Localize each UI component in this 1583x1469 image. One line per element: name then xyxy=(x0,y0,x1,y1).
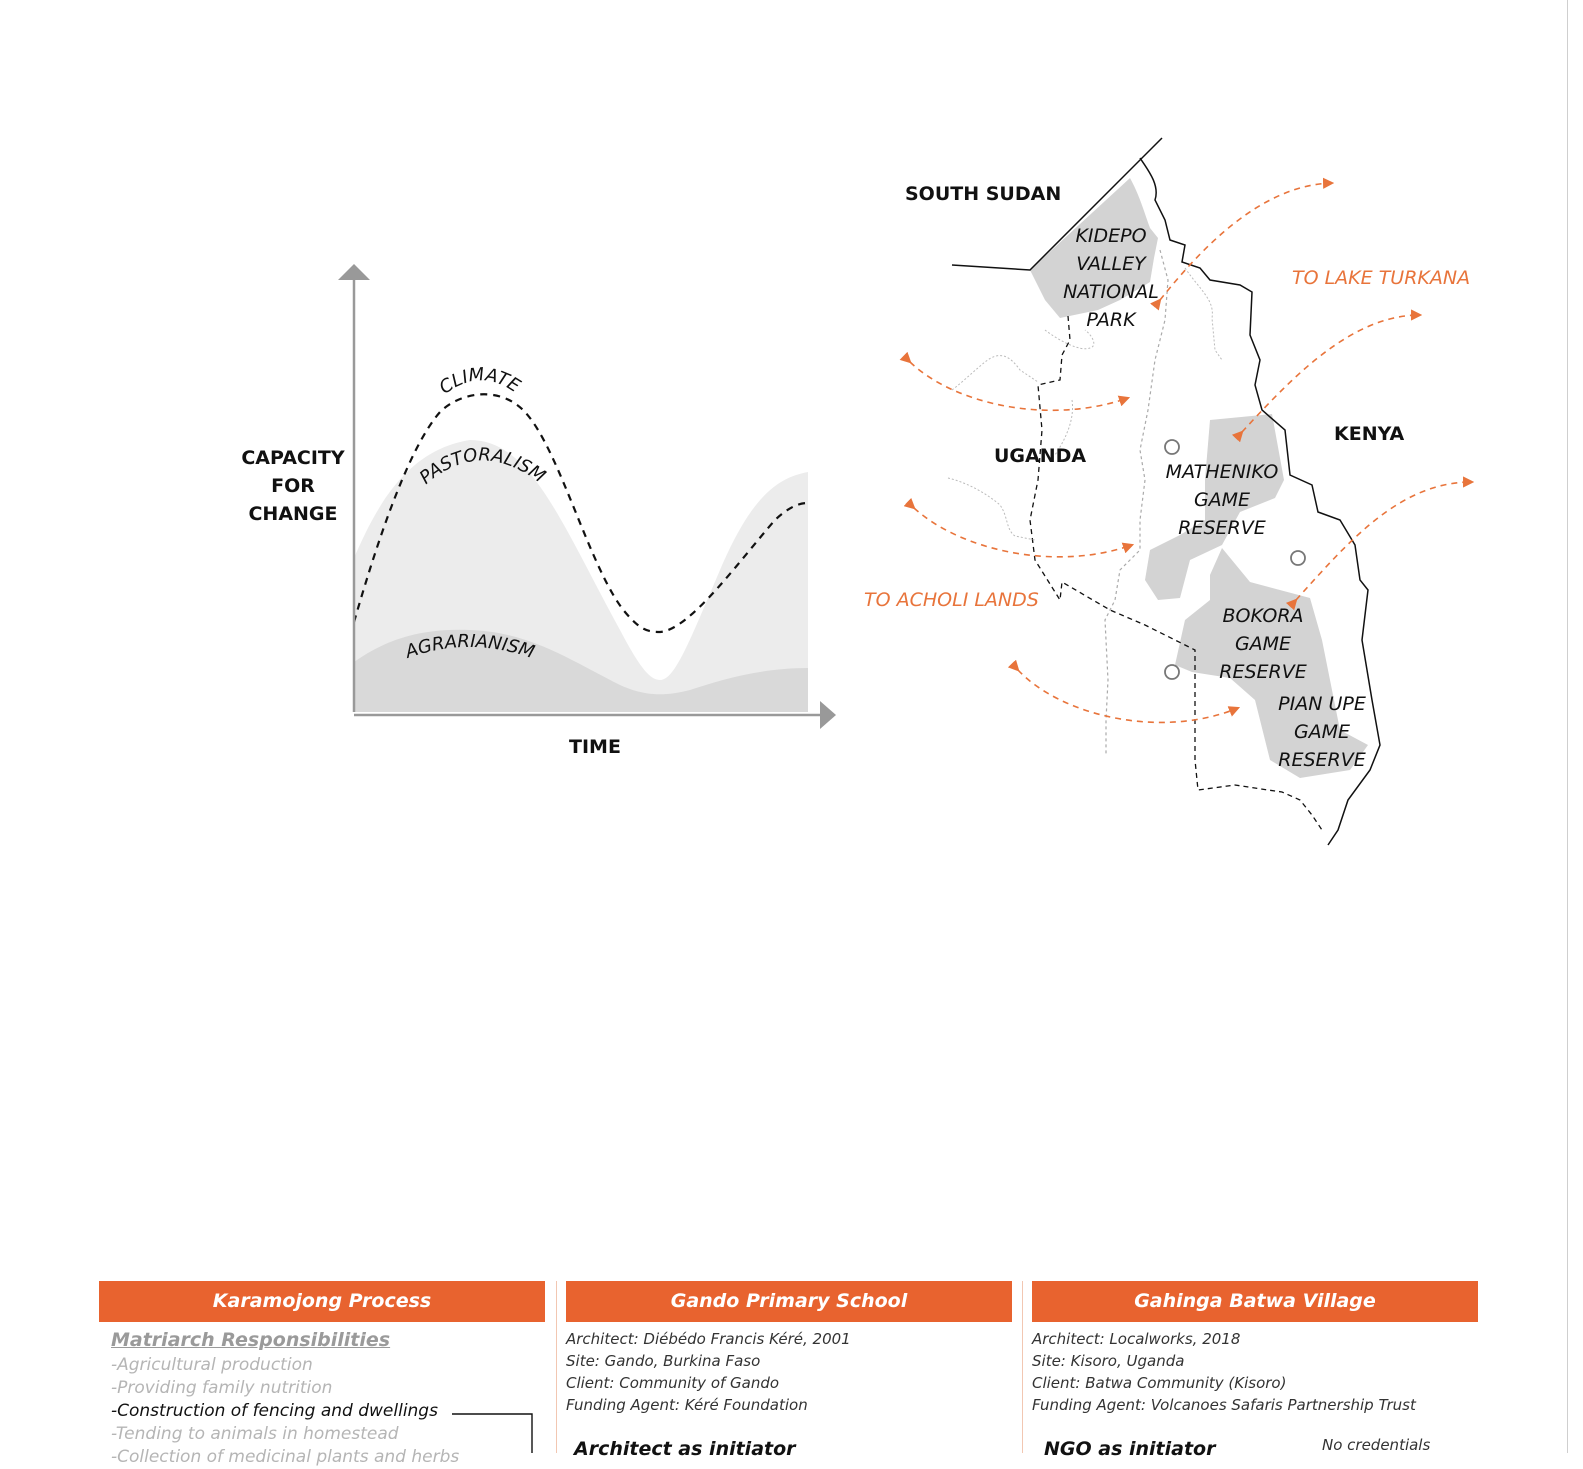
gando-funding-agent: Funding Agent: Kéré Foundation xyxy=(566,1396,808,1414)
column-divider-1 xyxy=(556,1281,557,1453)
x-axis-arrow xyxy=(820,701,836,729)
responsibility-item-active: -Construction of fencing and dwellings xyxy=(111,1401,438,1421)
responsibility-item: -Tending to animals in homestead xyxy=(111,1424,399,1444)
climate-label-text: CLIMATE xyxy=(435,364,524,399)
migration-arrow-ne-3 xyxy=(1296,482,1472,600)
country-label-kenya: KENYA xyxy=(1334,423,1405,445)
y-axis-arrow xyxy=(338,264,370,280)
bokora-label-line3: RESERVE xyxy=(1219,661,1307,683)
pian-upe-label-line3: RESERVE xyxy=(1278,749,1366,771)
gahinga-client: Client: Batwa Community (Kisoro) xyxy=(1032,1374,1287,1392)
responsibility-item: -Agricultural production xyxy=(111,1355,313,1375)
country-label-south-sudan: SOUTH SUDAN xyxy=(905,183,1062,205)
climate-label xyxy=(436,364,525,399)
town-marker-1 xyxy=(1165,440,1179,454)
route-label-acholi-lands: TO ACHOLI LANDS xyxy=(864,589,1039,611)
kidepo-label-line4: PARK xyxy=(1086,309,1136,331)
matheniko-label-line1: MATHENIKO xyxy=(1165,461,1279,483)
gahinga-architect: Architect: Localworks, 2018 xyxy=(1032,1330,1241,1348)
gando-site: Site: Gando, Burkina Faso xyxy=(566,1352,761,1370)
gando-column xyxy=(566,1281,1012,1460)
migration-arrow-w-2 xyxy=(914,508,1132,557)
gahinga-column xyxy=(1032,1281,1478,1460)
karamojong-column xyxy=(99,1281,545,1467)
matriarch-responsibilities-title: Matriarch Responsibilities xyxy=(111,1329,391,1351)
gahinga-role: NGO as initiator xyxy=(1044,1438,1216,1460)
responsibility-item: -Providing family nutrition xyxy=(111,1378,333,1398)
column-divider-2 xyxy=(1022,1281,1023,1453)
gando-architect: Architect: Diébédo Francis Kéré, 2001 xyxy=(566,1330,851,1348)
gando-header: Gando Primary School xyxy=(566,1281,1012,1322)
country-label-uganda: UGANDA xyxy=(994,445,1087,467)
karamojong-header: Karamojong Process xyxy=(99,1281,545,1322)
town-marker-3 xyxy=(1165,665,1179,679)
y-axis-label-line3: CHANGE xyxy=(248,503,338,525)
town-marker-2 xyxy=(1291,551,1305,565)
gando-client: Client: Community of Gando xyxy=(566,1374,780,1392)
pastoralism-label-text: PASTORALISM xyxy=(415,444,550,489)
river-3 xyxy=(1045,330,1094,349)
gahinga-funding-agent: Funding Agent: Volcanoes Safaris Partnership Trust xyxy=(1032,1396,1416,1414)
pian-upe-label-line1: PIAN UPE xyxy=(1278,693,1366,715)
y-axis-label-line2: FOR xyxy=(271,475,315,497)
bokora-label-line1: BOKORA xyxy=(1222,605,1304,627)
gando-role: Architect as initiator xyxy=(574,1438,796,1460)
responsibility-item: -Collection of medicinal plants and herbs xyxy=(111,1447,460,1467)
matheniko-label-line2: GAME xyxy=(1193,489,1251,511)
route-label-lake-turkana: TO LAKE TURKANA xyxy=(1292,267,1471,289)
kidepo-label-line3: NATIONAL xyxy=(1063,281,1159,303)
kidepo-label-line2: VALLEY xyxy=(1076,253,1146,275)
matheniko-label-line3: RESERVE xyxy=(1178,517,1266,539)
river-1 xyxy=(952,356,1038,390)
kidepo-label-line1: KIDEPO xyxy=(1075,225,1147,247)
y-axis-label-line1: CAPACITY xyxy=(241,447,345,469)
migration-arrow-w-3 xyxy=(1018,670,1238,722)
gahinga-site: Site: Kisoro, Uganda xyxy=(1032,1352,1185,1370)
agrarianism-label-text: AGRARIANISM xyxy=(402,630,537,663)
gahinga-note: No credentials xyxy=(1322,1436,1431,1454)
pian-upe-label-line2: GAME xyxy=(1293,721,1351,743)
capacity-graph xyxy=(241,264,836,758)
bokora-label-line2: GAME xyxy=(1234,633,1292,655)
gahinga-header: Gahinga Batwa Village xyxy=(1032,1281,1478,1322)
karamoja-map xyxy=(864,138,1472,845)
x-axis-label: TIME xyxy=(569,736,621,758)
river-2 xyxy=(948,478,1035,540)
